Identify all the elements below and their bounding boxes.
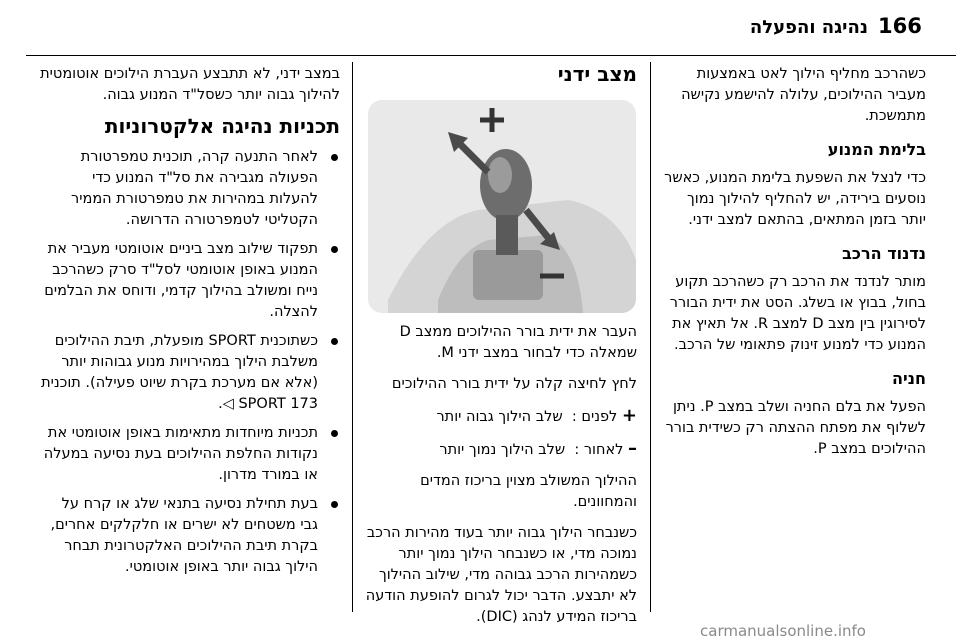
watermark: carmanualsonline.info (700, 622, 866, 640)
section-heading: נדנוד הרכב (842, 244, 926, 263)
list-item: לאחר התנעה קרה, תוכנית טמפרטורת הפעולה מגבירה את סל"ד המנוע כדי להעלות במהירות את טמפרטורת הממיר הקטליטי לטמפרטורה הדרושה. (40, 147, 340, 231)
list-item: תפקוד שילוב מצב ביניים אוטומטי מעביר את המנוע באופן אוטומטי לסל"ד סרק כשהרכב נייח ומשולב בהילוך קדמי, ודוחס את הבלמים להצלה. (40, 239, 340, 323)
list-item: בעת תחילת נסיעה בתנאי שלג או קרח על גבי משטחים לא ישרים או חלקלקים אחרים, בקרת תיבת ההילוכים האלקטרונית תבחר הילוך גבוה יותר באופן אוטומטי. (40, 494, 340, 578)
right-column (662, 64, 926, 470)
key-label: לאחור (583, 442, 624, 458)
gear-selector-photo (368, 100, 636, 313)
key-description: שלב הילוך גבוה יותר (436, 409, 563, 425)
list-item: תכניות מיוחדות מתאימות באופן אוטומטי את נקודות החלפת ההילוכים בעת נסיעה במעלה או במורד מדרון. (40, 423, 340, 486)
paragraph: כשנבחר הילוך גבוה יותר בעוד מהירות הרכב נמוכה מדי, או כשנבחר הילוך נמוך יותר כשמהירות הרכב גבוהה מדי, שילוב ההילוך לא יתבצע. הדבר יכול לגרום להופעת הודעה בריכוז המידע לנהג (DIC). (365, 525, 637, 625)
paragraph: העבר את ידית בורר ההילוכים ממצב D שמאלה כדי לבחור במצב ידני M. (399, 324, 637, 361)
page-title: נהיגה והפעלה (749, 17, 868, 38)
page-number: 166 (878, 14, 922, 38)
section-heading: חניה (892, 369, 926, 388)
section-heading: בלימת המנוע (827, 140, 926, 159)
minus-icon: – (628, 438, 637, 459)
section-heading: מצב ידני (557, 62, 637, 86)
middle-column (365, 64, 637, 95)
key-forward-row: + לפנים : שלב הילוך גבוה יותר (436, 405, 637, 426)
page-header (0, 0, 960, 50)
paragraph: מותר לנדנד את הרכב רק כשהרכב תקוע בחול, בבוץ או בשלג. הסט את ידית הבורר לסירוגין בין מצב D למצב R. אל תאיץ את המנוע כדי למנוע זינוק פתאומי של הרכב. (669, 274, 926, 353)
paragraph: כשהרכב מחליף הילוך לאט באמצעות מעביר ההילוכים, עלולה להישמע נקישה מתמשכת. (681, 66, 926, 124)
key-label: לפנים (581, 409, 618, 425)
paragraph: הפעל את בלם החניה ושלב במצב P. ניתן לשלוף את מפתח ההצתה רק כשידית בורר ההילוכים במצב P. (665, 399, 926, 457)
paragraph: במצב ידני, לא תתבצע העברת הילוכים אוטומטית להילוך גבוה יותר כשסל"ד המנוע גבוה. (40, 66, 340, 103)
paragraph: ההילוך המשולב מצוין בריכוז המדים והמחוונים. (420, 473, 637, 510)
header-rule (26, 55, 956, 56)
gear-shifter-icon (368, 100, 636, 313)
column-divider (650, 62, 651, 612)
column-divider (352, 62, 353, 612)
paragraph: לחץ לחיצה קלה על ידית בורר ההילוכים (391, 376, 637, 392)
plus-icon: + (621, 405, 637, 426)
list-item: כשתוכנית SPORT מופעלת, תיבת ההילוכים משלבת הילוך במהירויות מנוע גבוהות יותר (אלא אם מערכת בקרת שיוט פעילה). תוכנית SPORT 173 ◁. (40, 331, 340, 415)
paragraph: כדי לנצל את השפעת בלימת המנוע, כאשר נוסעים בירידה, יש להחליף להילוך נמוך יותר בזמן המתאים, בהתאם למצב ידני. (664, 170, 926, 228)
bullet-list (40, 147, 340, 578)
middle-column-text (365, 322, 637, 638)
left-column (40, 64, 340, 586)
key-description: שלב הילוך נמוך יותר (439, 442, 566, 458)
section-heading: תכניות נהיגה אלקטרוניות (104, 114, 340, 138)
key-back-row: – לאחור : שלב הילוך נמוך יותר (439, 438, 637, 459)
